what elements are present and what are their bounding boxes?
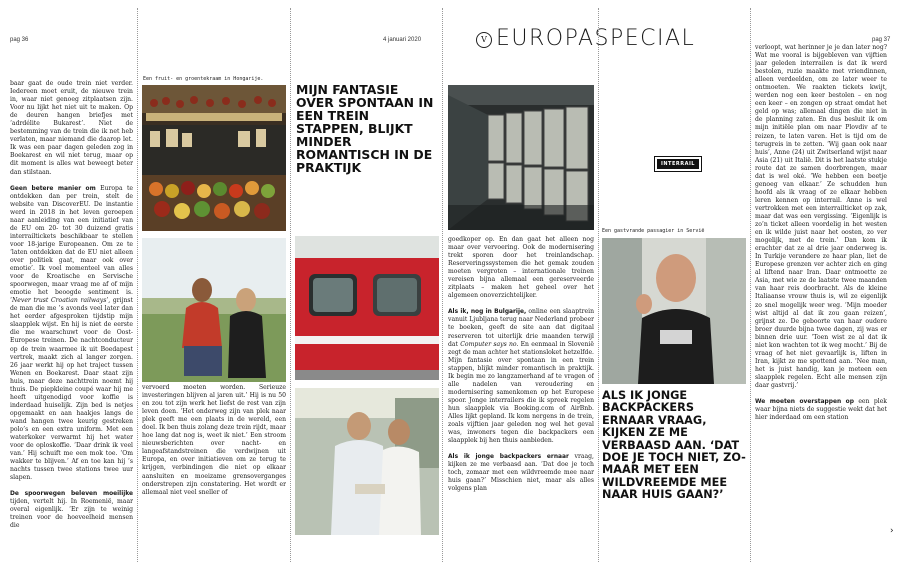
column-rule — [598, 8, 599, 562]
two-women-photo — [142, 238, 286, 382]
paragraph: vraag, kijken ze me verbaasd aan. ‘Dat doe je toch toch, zomaar met een wildvreemde mee naar huis gaan?’ Misschien niet, maar als alles volgens plan — [448, 453, 594, 493]
paragraph: baar gaat de oude trein niet verder. Iedereen moet eruit, de nieuwe trein in, waar niet genoeg zitplaatsen zijn. Voor nu lijkt het niet uit te maken. Op de deuren hangen briefjes met ‘adrdélite Bukarest’. Niet de bestemming van de trein die ik net heb verlaten, maar niemand die daarop let. Ik was een paar dagen geleden zog in Boekarest en wil niet terug, maar op dit moment is alles wat beweegt beter dan stilstaan. — [10, 80, 133, 176]
arrow-right-icon: › — [890, 526, 894, 536]
train-passengers-photo — [295, 388, 439, 535]
brand-logo-icon: V — [476, 32, 492, 48]
page-number-right: pag 37 — [872, 37, 891, 43]
section-title: EUROPASPECIAL — [496, 26, 696, 51]
photo-caption-market: Een fruit- en groentekraam in Hongarije. — [143, 76, 264, 82]
page-number-left: pag 36 — [10, 37, 29, 43]
paragraph-lead: Als ik jonge backpackers ernaar — [448, 454, 569, 461]
paragraph-lead: Geen betere manier om — [10, 185, 96, 192]
paragraph: En eenmaal in Slovenië zegt de man achter het stationsloket hetzelfde. Mijn fantasie over spontaan in een trein stappen, blijkt minder romantisch in praktijk. Ik begin me zo langzamerhand af te vragen of alle nadelen van veroudering en modernisering samenkomen op het Europese spoor. Jonge interrailers die ik spreek regelen hun slaapplek via Booking.com of AirBnb. Alles lijkt gepland. Ik kom nergens in de trein, zoals vijftien jaar geleden nog wel het geval was, inwoners tegen die backpackers een slaapplek bij hen thuis aanbieden. — [448, 340, 594, 445]
paragraph: vervoerd moeten worden. Serieuze investeringen blijven al jaren uit.’ Hij is nu 50 en zou tot zijn werk het liefst de rest van zijn leven doen. ‘Het onderweg zijn van plek naar plek geeft me een plaats in de wereld, een doel. Ik ben thuis zolang deze trein rijdt, maar hoe lang dat nog is, weet ik niet.’ Een stroom nieuwsberichten over nacht- en langeafstandstreinen die verdwijnen uit Europa, en over initiatieven om ze terug te krijgen, verbindingen die niet op elkaar aansluiten en moeizame grensoverganges onderstrepen zijn constatering. Het wordt er allemaal niet veel sneller of — [142, 384, 286, 496]
paragraph: tijden, vertelt hij. In Roemenië, maar overal eigenlijk. ‘Er zijn te weinig treinen voor de hoeveelheid mensen die — [10, 498, 133, 530]
section-tag: INTERRAIL — [655, 157, 701, 171]
issue-date: 4 januari 2020 — [383, 37, 422, 43]
pullquote-top: MIJN FANTASIE OVER SPONTAAN IN EEN TREIN STAPPEN, BLIJKT MINDER ROMANTISCH IN DE PRAKTIJK — [296, 82, 434, 175]
paragraph: online een slaaptrein vanuit Ljubljana terug naar Nederland probeer te boeken, geeft de site aan dat digitaal reserveren tot uiterlijk drie maanden terwijl dat — [448, 308, 594, 348]
paragraph: goedkoper op. En dan gaat het alleen nog maar over vervoering. Ook de modernisering trekt sporen door het treinlandschap. Reserveringssystemen die het gemak zouden moeten vergroten – internationale treinen vereisen bijna allemaal een gereserveerde zitplaats – maken het geheel over het algemeen onoverzichtelijker. — [448, 236, 594, 300]
photo-caption-passenger: Een gastvrande passagier in Servië — [602, 228, 705, 234]
article-column-1 — [10, 80, 133, 560]
paragraph-lead: Als ik, nog in Bulgarije, — [448, 309, 527, 316]
paragraph: Europa te ontdekken dan per trein, stelt de website van DiscoverEU. De instantie werd in 2018 in het leven geroepen naar aanleiding van een initiatief van de EU om 20- tot 30 duizend gratis interrailtickets beschikbaar te stellen voor 18-jarige Europeanen. Om ze te ‘laten ontdekken dat de EU niet alleen over politiek gaat, maar ook over emotie’. Ik voel momenteel van alles voor de Kroatische en Servische spoorwegen, maar vraag me af of mijn emotie het beoogde sentiment is. ‘ — [10, 184, 133, 305]
column-rule — [442, 8, 443, 562]
locker-corridor-photo — [448, 85, 594, 230]
pullquote-bottom: ALS IK JONGE BACKPACKERS ERNAAR VRAAG, KIJKEN ZE ME VERBAASD AAN. ‘DAT DOE JE TOCH NIET, ZO-MAAR MET EEN WILDVREEMDE MEE NAAR HUIS GAAN?’ — [602, 389, 746, 502]
market-stall-photo — [142, 85, 286, 231]
article-column-4 — [755, 44, 887, 560]
paragraph-lead: De spoorwegen beleven moeilijke — [10, 491, 133, 498]
red-train-photo — [295, 236, 439, 380]
column-rule — [290, 8, 291, 562]
paragraph: verloopt, wat herinner je je dan later nog? Wat me vooral is bijgebleven van vijftien jaar geleden interrailen is dat ik werd bestolen, ruzie maakte met vriendinnen, alleen verdeelden, om ze later weer te ontmoeten. We raakten tickets kwijt, werden nog een keer bestolen – en nog een keer – en zongen op straat omdat het geld op was; allemaal dingen die niet in de planning zaten. En dus besluit ik om mijn initiële plan om naar Plovdiv af te reizen, te laten varen. Het is tijd om de terugreis in te zetten. ‘Wij gaan ook naar huis’, Anne (24) uit Zwitserland wijst naar Asia (21) uit Italië. Dit is het laatste stukje route dat ze samen doorbrengen, maar dat is wel oké. ‘We hebben een beetje genoeg van elkaar.’ Ze schudden hun hoofd als ik vraag of ze elkaar hebben leren kennen op interrail. Anne is wel vertrokken met een interrailticket op zak, maar dat was een vergissing. ‘Eigenlijk is zo’n ticket alleen voordelig in het westen en ik wilde juist naar het oosten, zo ver mogelijk, met de trein.’ Dan kom ik erachter dat ze al drie jaar onderweg is. In Turkije verandere ze haar plan, liet de Europese grenzen ver achter zich en ging al liftend naar Iran. Daar ontmoette ze Asia, met wie ze de laatste twee maanden van haar reis doorbracht. Als de kleine Italiaanse vrouw thuis is, wil ze eigenlijk zo snel mogelijk weer weg. ‘Mijn moeder wist altijd al dat ik zou gaan reizen’, grijnst ze. De geboorte van haar oudere broer duurde bijna twee dagen, zij was er binnen drie uur. ‘Toen wist ze al dat ik niet kon wachten tot ik weg mocht.’ Bij de vraag of het niet gevaarlijk is, liften in Iran, kijkt ze me spottend aan. ‘Nee man, het is juist handig, kan je meteen een slaapplek regelen. Echt alle mensen zijn daar gastvrij.’ — [755, 44, 887, 389]
paragraph-italic: Computer says no. — [460, 340, 519, 348]
paragraph-lead: We moeten overstappen op — [755, 399, 854, 406]
smoking-passenger-photo — [602, 238, 746, 384]
paragraph: een plek waar bijna niets de suggestie wekt dat het hier inderdaad om een station — [755, 398, 887, 422]
column-rule — [750, 8, 751, 562]
paragraph: ’, grijnst de man die me ’s avonds veel later dan het eerder afgesproken tijdstip mijn slaapplek wijst. En hij is niet de eerste die me waarschuwt voor de Oost-Europese treinen. De nachtconducteur op de trein waarmee ik uit Boedapest vertrek, maakt zich al langer zorgen. 26 jaar werkt hij op het traject tussen Wenen en Boekarest. Daar staat zijn huis, maar deze nachttrein noemt hij thuis. De piepkleine coupé waar hij me heeft uitgenodigd voor koffie is inderdaad huiselijk. Zijn bed is netjes opgemaakt en aan haakjes langs de wand hangen twee keurig gestreken polo’s en een extra uniform. Met een waterkoker verwarmt hij het water voor de oploskoffie. ‘Daar drink ik veel van.’ Hij schuift me een mok toe. ‘Om wakker te blijven.’ Af en toe kan hij ’s nachts tussen twee stations twee uur slapen. — [10, 297, 133, 482]
column-rule — [137, 8, 138, 562]
article-column-3 — [448, 236, 594, 560]
article-column-2 — [142, 384, 286, 560]
paragraph-italic: Never trust Croatian railways — [11, 297, 107, 305]
